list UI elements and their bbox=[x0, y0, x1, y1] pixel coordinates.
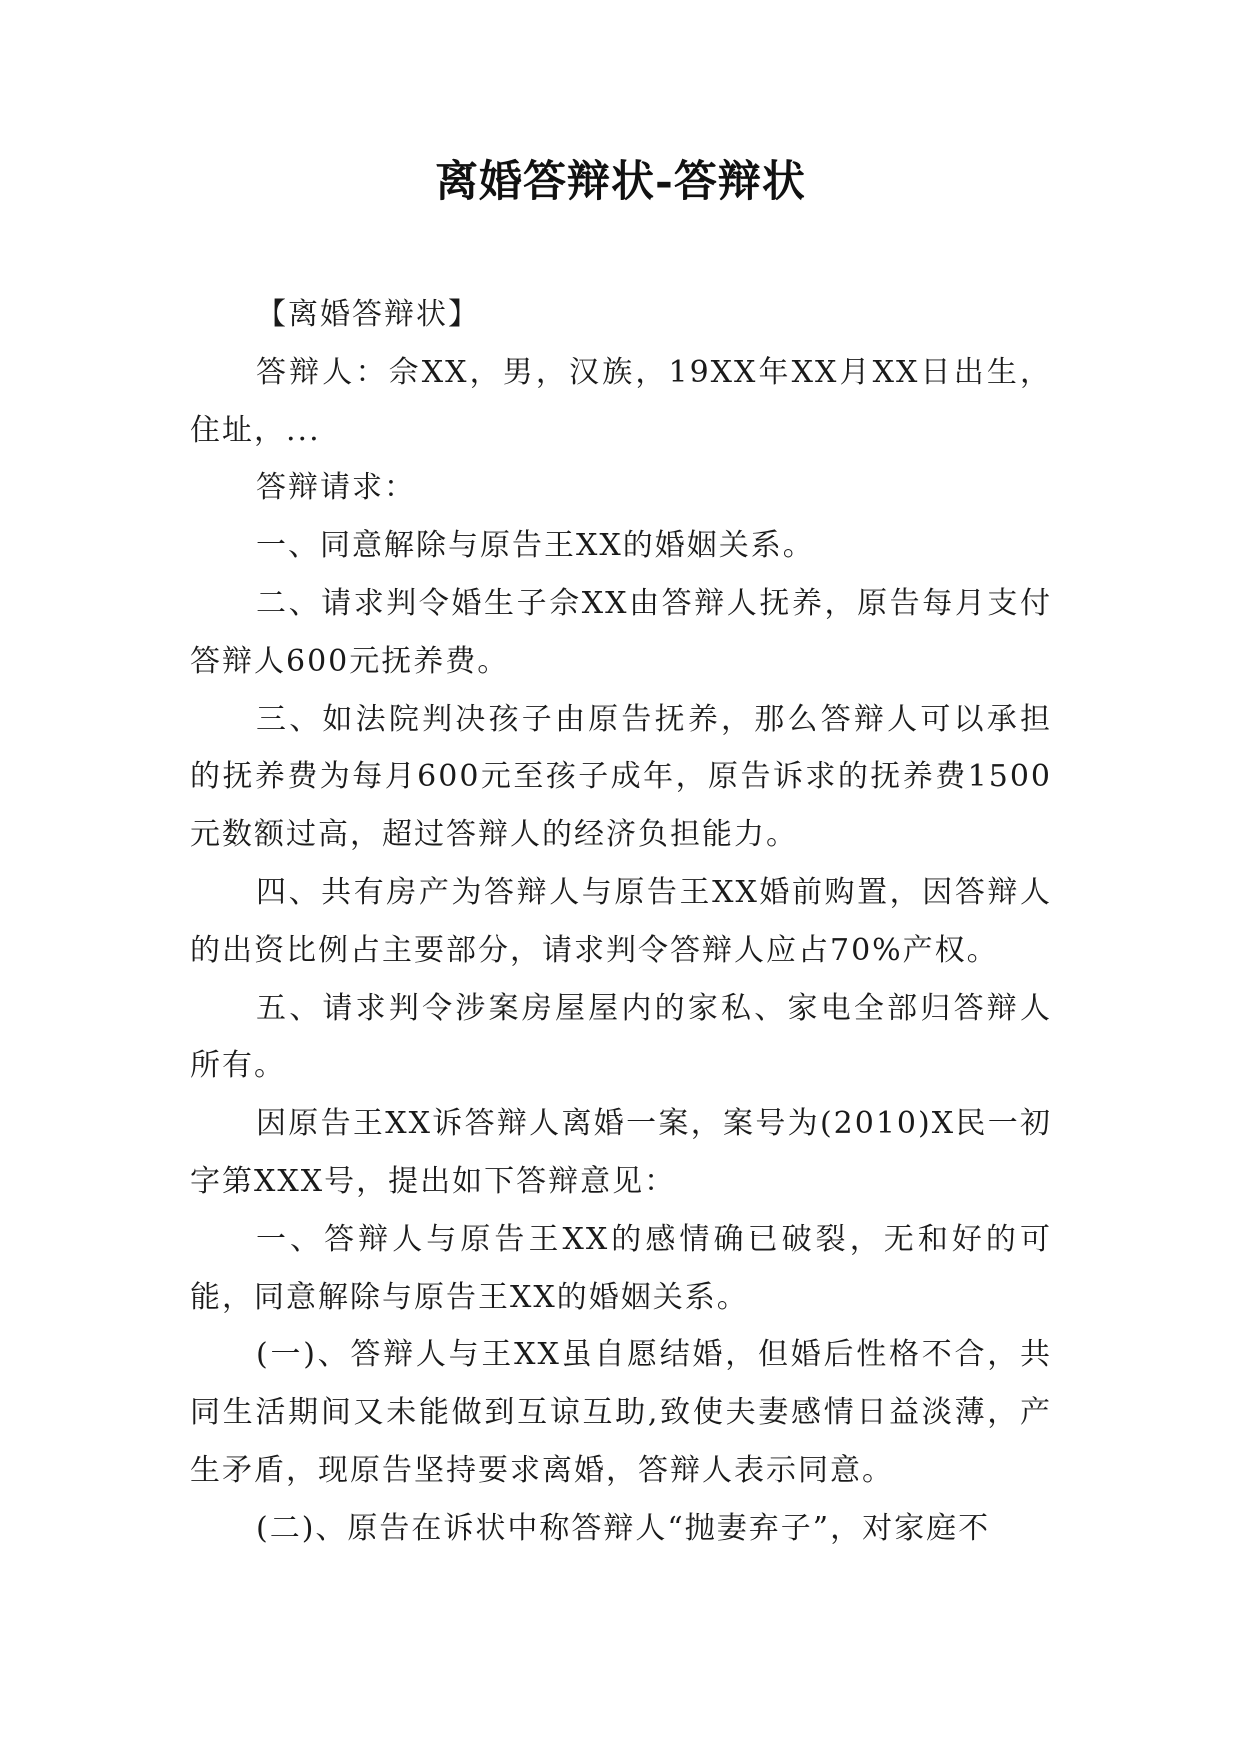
respondent-info-paragraph: 答辩人：佘XX，男，汉族，19XX年XX月XX日出生，住址，... bbox=[190, 354, 1052, 448]
case-intro-paragraph: 因原告王XX诉答辩人离婚一案，案号为(2010)X民一初字第XXX号，提出如下答辩意见： bbox=[190, 1106, 1052, 1199]
defense-point-1: 一、答辩人与原告王XX的感情确已破裂，无和好的可能，同意解除与原告王XX的婚姻关系。 bbox=[190, 1221, 1052, 1315]
request-item-5: 五、请求判令涉案房屋屋内的家私、家电全部归答辩人所有。 bbox=[190, 990, 1052, 1084]
request-item-2: 二、请求判令婚生子佘XX由答辩人抚养，原告每月支付答辩人600元抚养费。 bbox=[190, 585, 1052, 679]
request-item-4: 四、共有房产为答辩人与原告王XX婚前购置，因答辩人的出资比例占主要部分，请求判令答辩人应占70%产权。 bbox=[190, 874, 1052, 968]
defense-subpoint-1: (一)、答辩人与王XX虽自愿结婚，但婚后性格不合，共同生活期间又未能做到互谅互助,致使夫妻感情日益淡薄，产生矛盾，现原告坚持要求离婚，答辩人表示同意。 bbox=[190, 1337, 1052, 1488]
defense-subpoint-2: (二)、原告在诉状中称答辩人“抛妻弃子”，对家庭不 bbox=[256, 1510, 991, 1546]
request-item-3: 三、如法院判决孩子由原告抚养，那么答辩人可以承担的抚养费为每月600元至孩子成年，原告诉求的抚养费1500元数额过高，超过答辩人的经济负担能力。 bbox=[190, 701, 1052, 853]
request-item-1: 一、同意解除与原告王XX的婚姻关系。 bbox=[256, 528, 815, 564]
document-body bbox=[190, 286, 1052, 1558]
section-heading: 【离婚答辩状】 bbox=[256, 297, 480, 332]
requests-heading: 答辩请求： bbox=[256, 470, 416, 506]
document-title: 离婚答辩状-答辩状 bbox=[435, 157, 806, 207]
